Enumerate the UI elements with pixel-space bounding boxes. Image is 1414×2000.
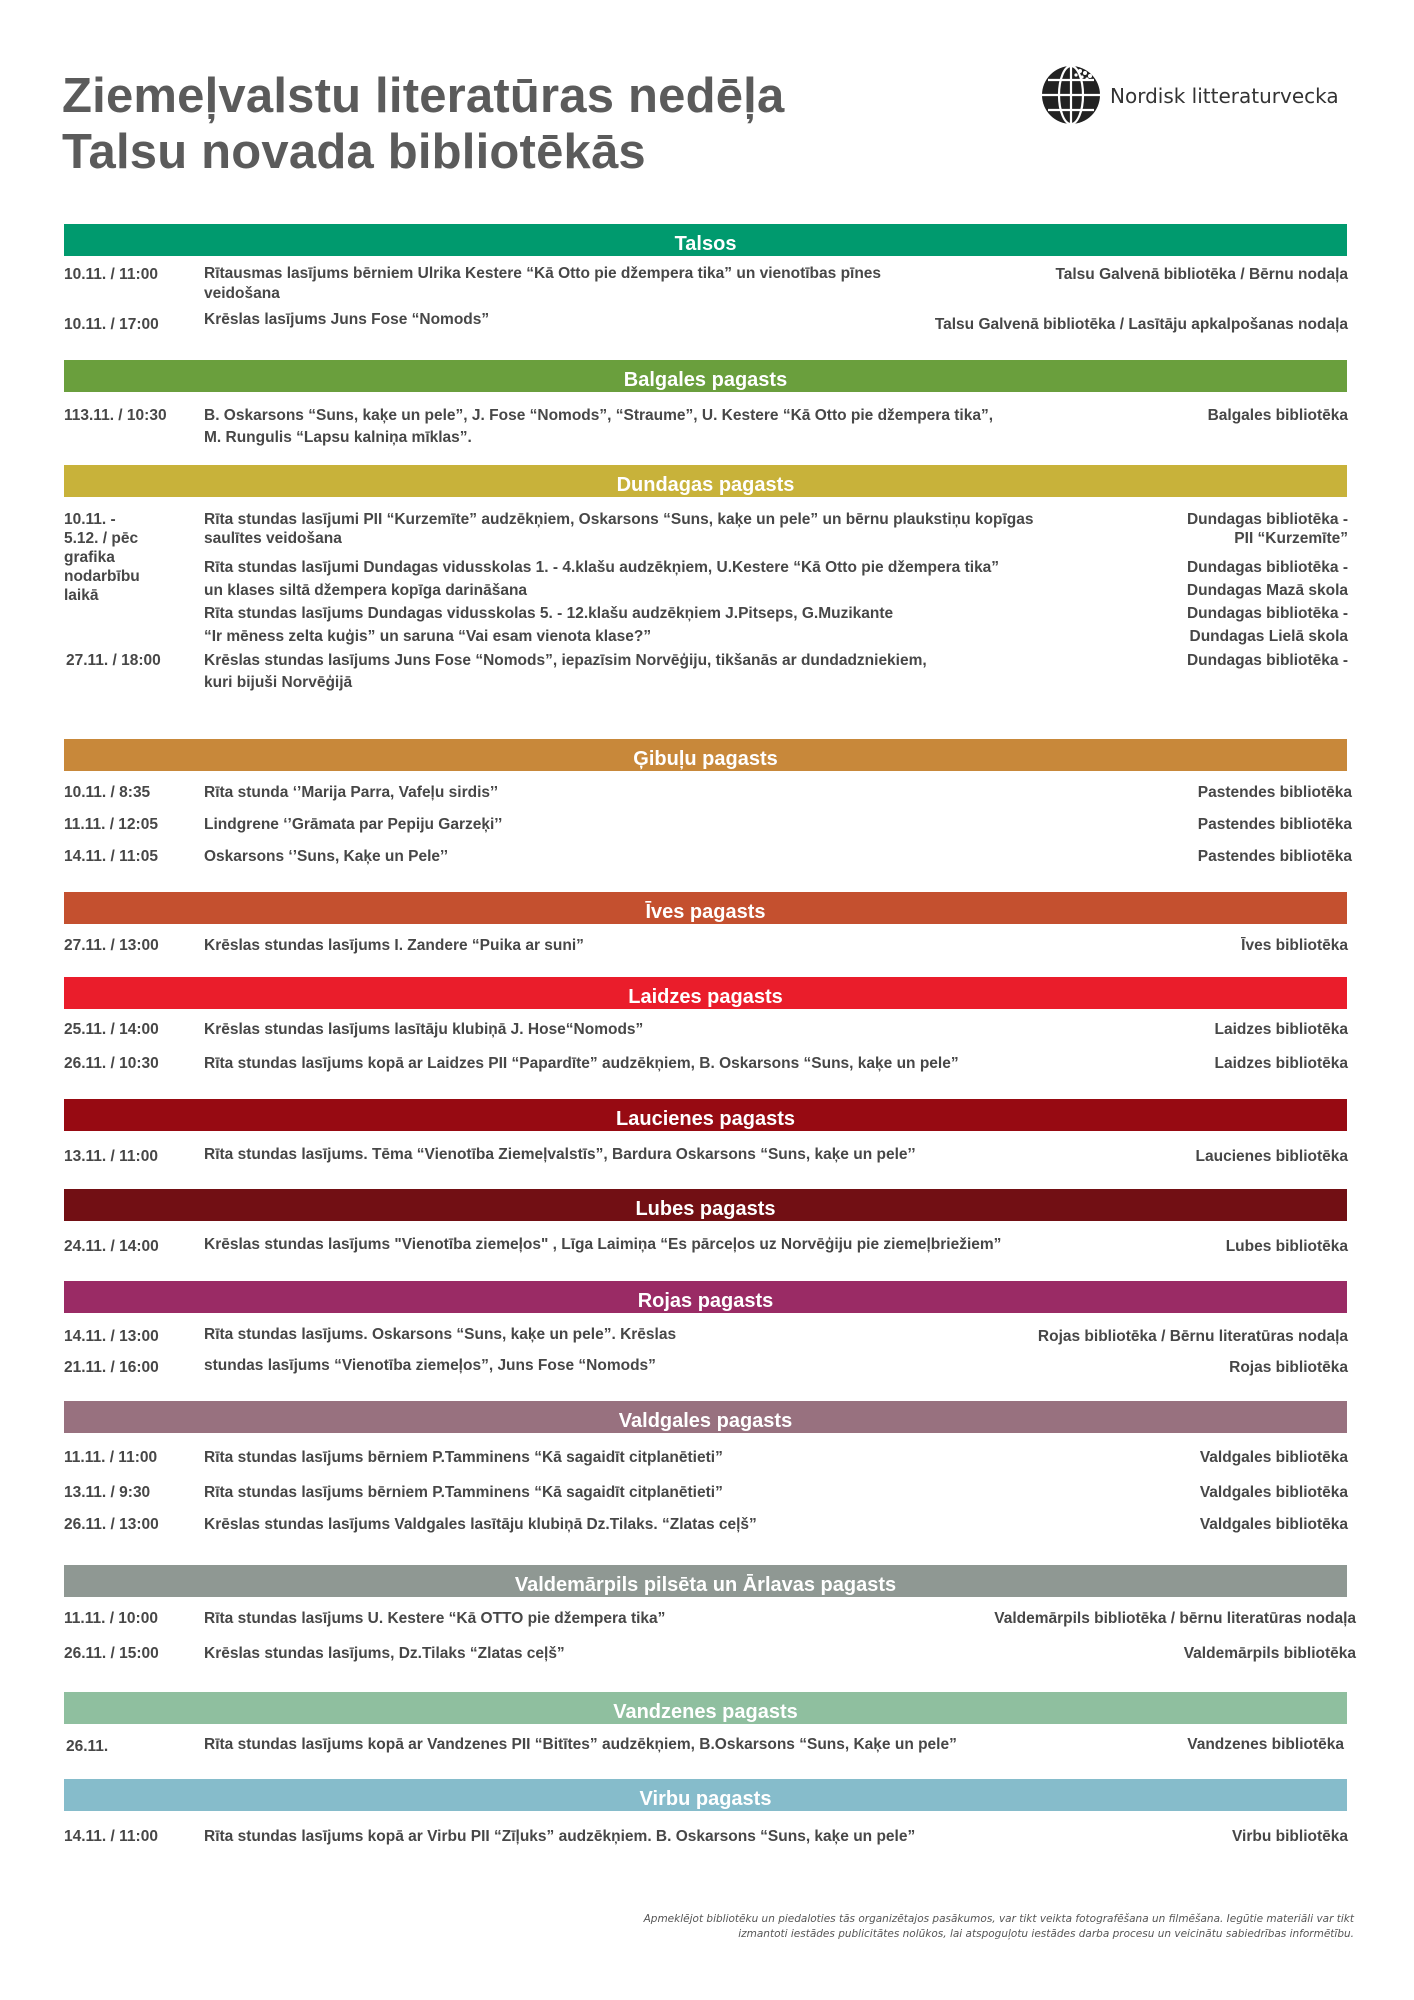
section-header-virbu: Virbu pagasts — [64, 1779, 1347, 1811]
section-header-laidzes: Laidzes pagasts — [64, 977, 1347, 1009]
date-line: 5.12. / pēc — [64, 530, 139, 547]
footer-line: izmantoti iestādes publicitātes nolūkos, lai atspoguļotu iestādes darba procesu un veicinātu sabiedrības informētību. — [738, 1928, 1354, 1940]
event-description: Krēslas stundas lasījums Valdgales lasītāju klubiņā Dz.Tilaks. “Zlatas ceļš” — [204, 1516, 757, 1533]
event-date: 14.11. / 11:05 — [64, 848, 158, 865]
logo — [1040, 64, 1360, 126]
event-description: Rīta stundas lasījums bērniem P.Tamminens “Kā sagaidīt citplanētieti” — [204, 1449, 723, 1466]
event-description: Rīta stundas lasījums. Oskarsons “Suns, kaķe un pele”. Krēslas — [204, 1326, 677, 1343]
section-header-valdemarpils: Valdemārpils pilsēta un Ārlavas pagasts — [64, 1565, 1347, 1597]
event-library — [1187, 510, 1348, 548]
library-line: Dundagas bibliotēka - — [1186, 511, 1348, 528]
logo-text: Nordisk litteraturvecka — [1110, 84, 1339, 108]
event-library: Valdgales bibliotēka — [1199, 1516, 1348, 1533]
event-description: Krēslas stundas lasījums Juns Fose “Nomods”, iepazīsim Norvēģiju, tikšanās ar dundadzniekiem, — [204, 652, 927, 669]
event-date: 11.11. / 10:00 — [64, 1610, 158, 1627]
event-description: Rīta stundas lasījums kopā ar Laidzes PII “Papardīte” audzēkņiem, B. Oskarsons “Suns, kaķe un pele” — [204, 1055, 959, 1072]
event-date: 11.11. / 11:00 — [64, 1449, 158, 1466]
event-library: Dundagas bibliotēka - — [1186, 652, 1348, 669]
event-description: B. Oskarsons “Suns, kaķe un pele”, J. Fose “Nomods”, “Straume”, U. Kestere “Kā Otto pie džempera tika”, — [204, 407, 994, 424]
event-description: Oskarsons ‘’Suns, Kaķe un Pele’’ — [204, 848, 449, 865]
event-date: 113.11. / 10:30 — [64, 407, 167, 424]
event-library: Vandzenes bibliotēka — [1187, 1736, 1344, 1753]
event-library: Rojas bibliotēka — [1229, 1359, 1348, 1376]
section-header-laucienes: Laucienes pagasts — [64, 1099, 1347, 1131]
event-date: 14.11. / 11:00 — [64, 1828, 158, 1845]
globe-icon — [1040, 64, 1102, 126]
library-line: Dundagas bibliotēka - — [1186, 559, 1348, 576]
event-description: stundas lasījums “Vienotība ziemeļos”, Juns Fose “Nomods” — [204, 1357, 656, 1374]
event-description: Lindgrene ‘’Grāmata par Pepiju Garzeķi’’ — [204, 816, 503, 833]
title-line-2: Talsu novada bibliotēkās — [62, 125, 646, 179]
event-description-cont: “Ir mēness zelta kuģis” un saruna “Vai esam vienota klase?” — [204, 628, 652, 645]
event-library — [1187, 602, 1348, 648]
event-description: Rīta stundas lasījums U. Kestere “Kā OTTO pie džempera tika” — [204, 1610, 666, 1627]
event-library: Pastendes bibliotēka — [1197, 784, 1352, 801]
event-library: Lubes bibliotēka — [1225, 1238, 1348, 1255]
event-description-cont: kuri bijuši Norvēģijā — [204, 674, 353, 691]
event-library: Balgales bibliotēka — [1207, 407, 1348, 424]
footer-disclaimer — [454, 1912, 1354, 1942]
event-library: Valdemārpils bibliotēka / bērnu literatūras nodaļa — [994, 1610, 1356, 1627]
event-library: Rojas bibliotēka / Bērnu literatūras nodaļa — [1037, 1328, 1348, 1345]
event-date: 24.11. / 14:00 — [64, 1238, 159, 1255]
library-line: Dundagas Mazā skola — [1186, 582, 1348, 599]
section-header-vandzenes: Vandzenes pagasts — [64, 1692, 1347, 1724]
date-line: laikā — [64, 587, 99, 604]
section-header-lubes: Lubes pagasts — [64, 1189, 1347, 1221]
event-description: Rīta stunda ‘’Marija Parra, Vafeļu sirdis’’ — [204, 784, 499, 801]
section-header-dundagas: Dundagas pagasts — [64, 465, 1347, 497]
event-description: Krēslas stundas lasījums I. Zandere “Puika ar suni” — [204, 937, 584, 954]
event-date: 10.11. / 17:00 — [64, 316, 159, 333]
event-library: Valdemārpils bibliotēka — [1183, 1645, 1356, 1662]
event-description: Rīta stundas lasījumi Dundagas vidusskolas 1. - 4.klašu audzēkņiem, U.Kestere “Kā Otto pie džempera tika” — [204, 559, 1000, 576]
event-description-cont: un klases siltā džempera kopīga darināšana — [204, 582, 528, 599]
event-description: Rītausmas lasījums bērniem Ulrika Kestere “Kā Otto pie džempera tika” un vienotības pīnes veidošana — [204, 265, 882, 302]
event-date: 21.11. / 16:00 — [64, 1359, 159, 1376]
event-library — [1187, 556, 1348, 602]
event-date: 27.11. / 18:00 — [66, 652, 161, 669]
event-description: Krēslas stundas lasījums, Dz.Tilaks “Zlatas ceļš” — [204, 1645, 565, 1662]
event-date: 10.11. / 8:35 — [64, 784, 151, 801]
page-title — [62, 68, 784, 180]
event-library: Laidzes bibliotēka — [1214, 1021, 1348, 1038]
event-date: 11.11. / 12:05 — [64, 816, 158, 833]
section-header-talsos: Talsos — [64, 224, 1347, 256]
date-line: 10.11. - — [64, 511, 116, 528]
section-header-rojas: Rojas pagasts — [64, 1281, 1347, 1313]
event-library: Pastendes bibliotēka — [1197, 848, 1352, 865]
event-description-cont: M. Rungulis “Lapsu kalniņa mīklas”. — [204, 429, 472, 446]
event-library: Īves bibliotēka — [1241, 937, 1348, 954]
event-description: Rīta stundas lasījums kopā ar Virbu PII “Zīļuks” audzēkņiem. B. Oskarsons “Suns, kaķe un pele” — [204, 1828, 916, 1845]
event-library: Valdgales bibliotēka — [1199, 1484, 1348, 1501]
event-date: 26.11. / 15:00 — [64, 1645, 159, 1662]
event-library: Valdgales bibliotēka — [1199, 1449, 1348, 1466]
event-description: Rīta stundas lasījums. Tēma “Vienotība Ziemeļvalstīs”, Bardura Oskarsons “Suns, kaķe un pele’’ — [204, 1146, 916, 1163]
event-date: 26.11. / 10:30 — [64, 1055, 159, 1072]
event-date: 10.11. / 11:00 — [64, 266, 158, 283]
event-library: Pastendes bibliotēka — [1197, 816, 1352, 833]
event-date: 26.11. / 13:00 — [64, 1516, 159, 1533]
date-line: grafika — [64, 549, 115, 566]
event-date: 25.11. / 14:00 — [64, 1021, 159, 1038]
event-description: Krēslas lasījums Juns Fose “Nomods” — [204, 311, 490, 328]
event-library: Laidzes bibliotēka — [1214, 1055, 1348, 1072]
event-library: Laucienes bibliotēka — [1195, 1148, 1348, 1165]
event-date-range — [64, 510, 194, 605]
event-date: 13.11. / 11:00 — [64, 1148, 158, 1165]
event-date: 13.11. / 9:30 — [64, 1484, 151, 1501]
event-date: 14.11. / 13:00 — [64, 1328, 159, 1345]
event-library: Virbu bibliotēka — [1232, 1828, 1348, 1845]
library-line: PII “Kurzemīte” — [1234, 530, 1348, 547]
event-description: Rīta stundas lasījumi PII “Kurzemīte” audzēkņiem, Oskarsons “Suns, kaķe un pele” un bērnu plaukstiņu kopīgas saulītes veidošana — [204, 511, 1034, 547]
event-description: Krēslas stundas lasījums "Vienotība ziemeļos" , Līga Laimiņa “Es pārceļos uz Norvēģiju pie ziemeļbriežiem” — [204, 1236, 1002, 1253]
event-description: Krēslas stundas lasījums lasītāju klubiņā J. Hose“Nomods” — [204, 1021, 644, 1038]
section-header-ives: Īves pagasts — [64, 892, 1347, 924]
section-header-balgales: Balgales pagasts — [64, 360, 1347, 392]
section-header-gibulu: Ģibuļu pagasts — [64, 739, 1347, 771]
event-description: Rīta stundas lasījums Dundagas vidusskolas 5. - 12.klašu audzēkņiem J.Pitseps, G.Muzikante — [204, 605, 894, 622]
event-library: Talsu Galvenā bibliotēka / Lasītāju apkalpošanas nodaļa — [934, 316, 1348, 333]
footer-line: Apmeklējot bibliotēku un piedaloties tās organizētajos pasākumos, var tikt veikta fotografēšana un filmēšana. Iegūtie materiāli var tikt — [643, 1913, 1354, 1925]
event-date: 26.11. — [66, 1738, 109, 1755]
library-line: Dundagas bibliotēka - — [1186, 605, 1348, 622]
title-line-1: Ziemeļvalstu literatūras nedēļa — [62, 69, 785, 123]
event-library: Talsu Galvenā bibliotēka / Bērnu nodaļa — [1055, 266, 1348, 283]
event-description: Rīta stundas lasījums kopā ar Vandzenes PII “Bitītes” audzēkņiem, B.Oskarsons “Suns, Kaķe un pele” — [204, 1736, 957, 1753]
library-line: Dundagas Lielā skola — [1189, 628, 1348, 645]
date-line: nodarbību — [64, 568, 140, 585]
event-description: Rīta stundas lasījums bērniem P.Tamminens “Kā sagaidīt citplanētieti” — [204, 1484, 723, 1501]
section-header-valdgales: Valdgales pagasts — [64, 1401, 1347, 1433]
event-date: 27.11. / 13:00 — [64, 937, 159, 954]
